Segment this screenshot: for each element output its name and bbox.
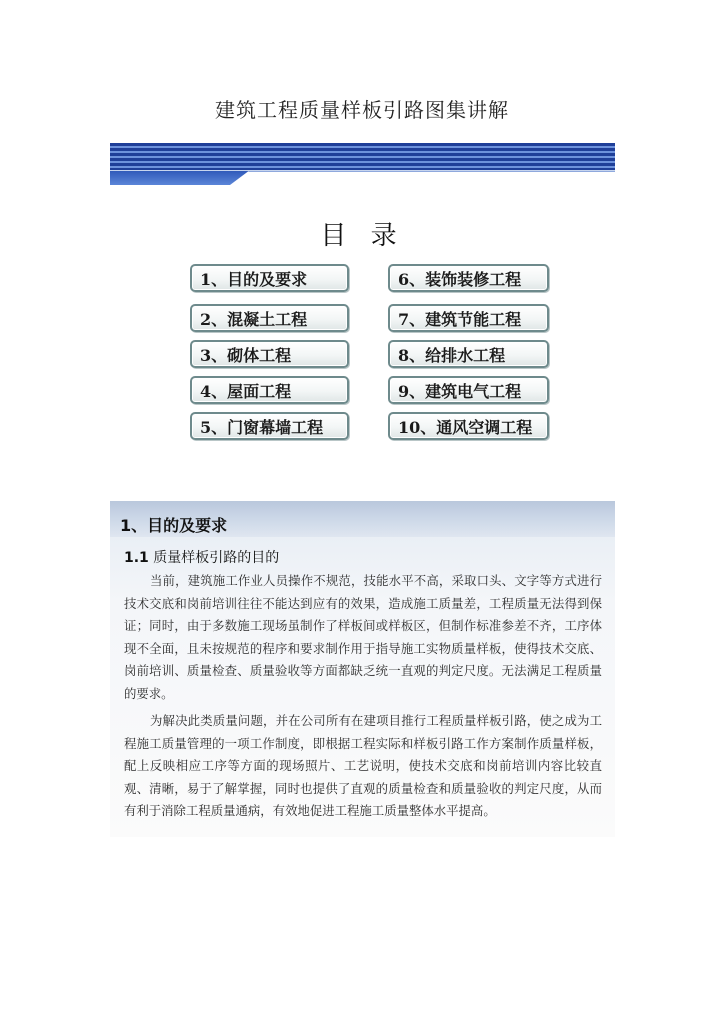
toc-item-6[interactable]: 6、装饰装修工程 <box>388 264 549 292</box>
toc-item-1[interactable]: 1、目的及要求 <box>190 264 349 292</box>
subsection-number: 1.1 <box>124 550 149 566</box>
paragraph-1: 当前，建筑施工作业人员操作不规范，技能水平不高，采取口头、文字等方式进行技术交底和岗前培训往往不能达到应有的效果，造成施工质量差，工程质量无法得到保证；同时，由于多数施工现场虽制作了样板间或样板区，但制作标准参差不齐，工序体现不全面，且未按规范的程序和要求制作用于指导施工实物质量样板，使得技术交底、岗前培训、质量检查、质量验收等方面都缺乏统一直观的判定尺度。无法满足工程质量的要求。 <box>124 573 602 701</box>
subsection-title <box>124 547 279 567</box>
slide-banner <box>110 143 615 185</box>
toc-item-8[interactable]: 8、给排水工程 <box>388 340 549 368</box>
toc-item-9[interactable]: 9、建筑电气工程 <box>388 376 549 404</box>
toc-item-10[interactable]: 10、通风空调工程 <box>388 412 549 440</box>
document-title: 建筑工程质量样板引路图集讲解 <box>215 98 509 122</box>
toc-item-7[interactable]: 7、建筑节能工程 <box>388 304 549 332</box>
subsection-label: 质量样板引路的目的 <box>153 550 280 566</box>
content-slide <box>110 501 615 837</box>
toc-item-5[interactable]: 5、门窗幕墙工程 <box>190 412 349 440</box>
toc-item-4[interactable]: 4、屋面工程 <box>190 376 349 404</box>
section-title: 1、目的及要求 <box>120 516 228 535</box>
paragraph-2: 为解决此类质量问题，并在公司所有在建项目推行工程质量样板引路，使之成为工程施工质量管理的一项工作制度，即根据工程实际和样板引路工作方案制作质量样板，配上反映相应工序等方面的现场照片、工艺说明，使技术交底和岗前培训内容比较直观、清晰，易于了解掌握，同时也提供了直观的质量检查和质量验收的判定尺度，从而有利于消除工程质量通病，有效地促进工程施工质量整体水平提高。 <box>124 713 602 818</box>
toc-heading: 目 录 <box>320 221 405 251</box>
toc-item-2[interactable]: 2、混凝土工程 <box>190 304 349 332</box>
toc-item-3[interactable]: 3、砌体工程 <box>190 340 349 368</box>
toc-slide <box>110 143 615 473</box>
